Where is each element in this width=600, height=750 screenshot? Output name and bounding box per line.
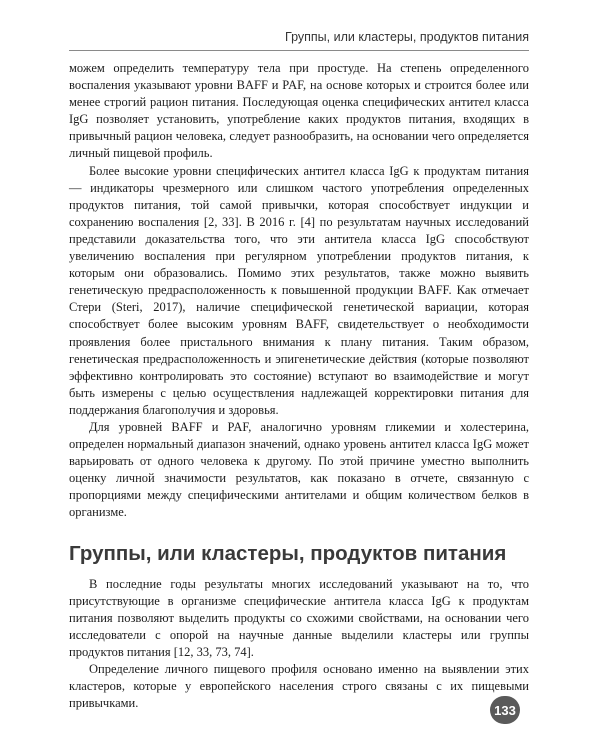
running-header: Группы, или кластеры, продуктов питания <box>285 30 529 44</box>
section-paragraph-2: Определение личного пищевого профиля основано именно на выявлении этих кластеров, которые у европейского населения строго связаны с их пищевыми привычками. <box>69 662 529 711</box>
section-paragraph-1: В последние годы результаты многих исследований указывают на то, что присутствующие в организме специфические антитела класса IgG к продуктам питания позволяют выделить продукты со схожими свойствами, на основании чего исследователи с опорой на научные данные выделили кластеры или группы продуктов питания [12, 33, 73, 74]. <box>69 576 529 659</box>
section-heading: Группы, или кластеры, продуктов питания <box>69 541 507 565</box>
body-paragraph-3: Для уровней BAFF и PAF, аналогично уровням гликемии и холестерина, определен нормальный диапазон значений, однако уровень антител класса IgG может варьировать от одного человека к другому. По этой причине уместно выполнить оценку личной значимости результатов, как показано в отчете, связанную с пропорциями между специфическими антителами и общим количеством белков в организме. <box>69 419 529 520</box>
header-rule <box>69 50 529 51</box>
page-body <box>69 60 529 712</box>
page-number-badge: 133 <box>490 696 520 724</box>
body-paragraph-2: Более высокие уровни специфических антител класса IgG к продуктам питания — индикаторы чрезмерного или слишком частого употребления определенных продуктов питания, той самой привычки, которая способствует индукции и сохранению воспаления [2, 33]. В 2016 г. [4] по результатам научных исследований представили доказательства того, что эти антитела класса IgG способствуют увеличению воспаления при регулярном употреблении продуктов питания, к которым они образовались. Помимо этих результатов, также можно выявить генетическую предрасположенность к повышенной продукции BAFF. Как отмечает Стери (Steri, 2017), наличие специфической генетической вариации, которая способствует более высоким уровням BAFF, свидетельствует о необходимости проявления более пристального внимания к плану питания. Таким образом, генетическая предрасположенность и эпигенетические действия (которые позволяют эффективно контролировать это состояние) вступают во взаимодействие и могут быть измерены с целью осуществления надлежащей корректировки питания для поддержания благополучия и здоровья. <box>69 163 529 417</box>
body-paragraph-1: можем определить температуру тела при простуде. На степень определенного воспаления указывают уровни BAFF и PAF, на основе которых и строится более или менее строгий рацион питания. Последующая оценка специфических антител класса IgG позволяет установить, употребление каких продуктов питания, входящих в привычный рацион человека, следует разнообразить, на основании чего определяется личный пищевой профиль. <box>69 61 529 161</box>
